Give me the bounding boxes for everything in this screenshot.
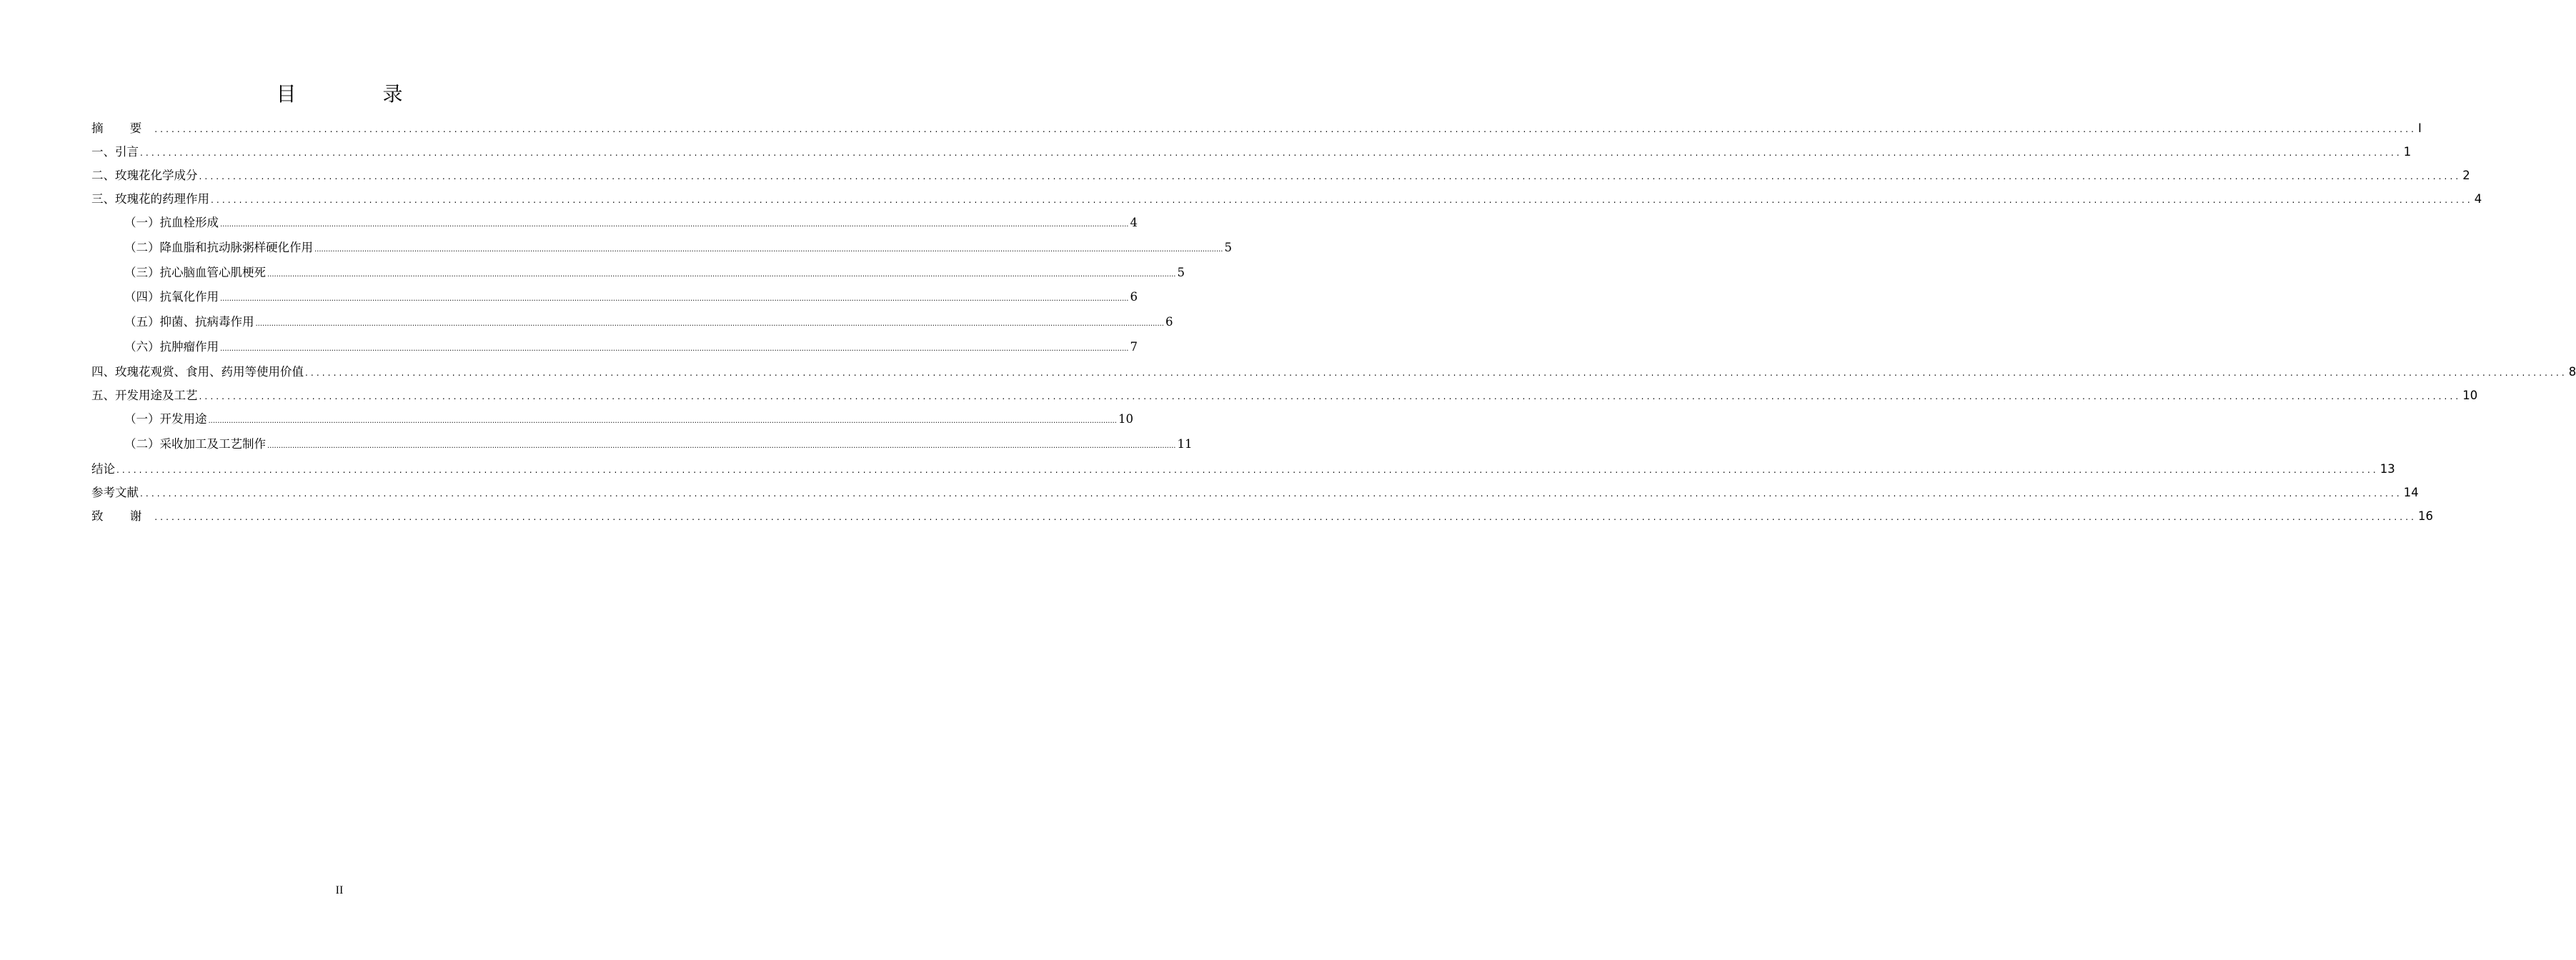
toc-entry-label: 参考文献 (91, 486, 139, 499)
toc-entry-page: 4 (2474, 192, 2482, 206)
toc-entry-label: （四）抗氧化作用 (124, 290, 219, 304)
toc-entry[interactable] (91, 166, 2470, 183)
toc-entry-label: （二）降血脂和抗动脉粥样硬化作用 (124, 241, 313, 254)
toc-entry-page: 13 (2379, 462, 2395, 476)
toc-entry-page: 11 (1177, 437, 1193, 451)
toc-entry-page: 6 (1130, 290, 1138, 304)
toc-leader-dots: ................................................................................................................................................................................................................................................................................................................................................................................................................ (267, 271, 1176, 279)
toc-entry-page: 5 (1224, 241, 1232, 254)
toc-entry-label: 结论 (91, 462, 115, 476)
toc-entry-page: 4 (1130, 216, 1138, 229)
toc-entry-label: （二）采收加工及工艺制作 (124, 437, 266, 451)
toc-entry[interactable] (91, 312, 1173, 329)
toc-entry[interactable] (91, 142, 2412, 159)
toc-entry-label: （一）抗血栓形成 (124, 216, 219, 229)
toc-leader-dots: ................................................................................................................................................................................................................................................................................................................................................................................................................ (267, 442, 1176, 450)
toc-entry[interactable] (91, 362, 2576, 379)
toc-entry[interactable] (91, 506, 2434, 524)
toc-leader-dots: ................................................................................................................................................................................................................................................................................................................................................................................................................ (305, 368, 2567, 378)
toc-entry-label: （六）抗肿瘤作用 (124, 340, 219, 354)
toc-entry-page: 14 (2403, 486, 2419, 499)
toc-leader-dots: ................................................................................................................................................................................................................................................................................................................................................................................................................ (220, 345, 1129, 353)
toc-entry-page: 16 (2418, 509, 2434, 523)
toc-leader-dots: ................................................................................................................................................................................................................................................................................................................................................................................................................ (154, 512, 2417, 522)
toc-leader-dots: ................................................................................................................................................................................................................................................................................................................................................................................................................ (211, 195, 2473, 205)
toc-entry-label: （一）开发用途 (124, 412, 207, 426)
toc-entry[interactable] (91, 263, 1185, 280)
toc-entry-page: I (2418, 121, 2422, 135)
toc-leader-dots: ................................................................................................................................................................................................................................................................................................................................................................................................................ (154, 124, 2417, 134)
toc-entry[interactable] (91, 287, 1138, 304)
toc-entry-label: 四、玫瑰花观赏、食用、药用等使用价值 (91, 365, 304, 379)
toc-entry-page: 6 (1165, 315, 1173, 329)
toc-entry-page: 2 (2462, 169, 2470, 182)
toc-entry-label: （五）抑菌、抗病毒作用 (124, 315, 254, 329)
toc-entry-page: 8 (2568, 365, 2576, 379)
toc-entry-label: 三、玫瑰花的药理作用 (91, 192, 209, 206)
toc-entry-label: 二、玫瑰花化学成分 (91, 169, 198, 182)
page-title: 目 录 (276, 82, 443, 106)
toc-entry-label: 摘 要 (91, 121, 154, 135)
toc-leader-dots: ................................................................................................................................................................................................................................................................................................................................................................................................................ (220, 295, 1129, 303)
toc-leader-dots: ................................................................................................................................................................................................................................................................................................................................................................................................................ (140, 148, 2402, 158)
toc-leader-dots: ................................................................................................................................................................................................................................................................................................................................................................................................................ (140, 489, 2402, 499)
toc-entry[interactable] (91, 238, 1232, 255)
toc-leader-dots: ................................................................................................................................................................................................................................................................................................................................................................................................................ (199, 391, 2462, 401)
toc-entry-label: 一、引言 (91, 145, 139, 159)
page-number: II (335, 884, 344, 896)
toc-entry[interactable] (91, 483, 2419, 500)
toc-entry-page: 7 (1130, 340, 1138, 354)
toc-entry-page: 10 (1118, 412, 1133, 426)
toc-entry[interactable] (91, 386, 2478, 403)
toc-leader-dots: ................................................................................................................................................................................................................................................................................................................................................................................................................ (314, 246, 1223, 254)
toc-entry-page: 10 (2462, 389, 2478, 402)
toc-entry[interactable] (91, 213, 1138, 230)
toc-entry[interactable] (91, 119, 2422, 136)
toc-leader-dots: ................................................................................................................................................................................................................................................................................................................................................................................................................ (116, 465, 2379, 475)
toc-entry-page: 5 (1177, 266, 1185, 279)
toc-leader-dots: ................................................................................................................................................................................................................................................................................................................................................................................................................ (220, 221, 1129, 229)
toc-entry[interactable] (91, 189, 2482, 206)
toc-leader-dots: ................................................................................................................................................................................................................................................................................................................................................................................................................ (208, 417, 1117, 425)
toc-entry[interactable] (91, 434, 1193, 451)
toc-entry-page: 1 (2403, 145, 2412, 159)
toc-entry-label: （三）抗心脑血管心肌梗死 (124, 266, 266, 279)
toc-leader-dots: ................................................................................................................................................................................................................................................................................................................................................................................................................ (255, 320, 1164, 328)
toc-leader-dots: ................................................................................................................................................................................................................................................................................................................................................................................................................ (199, 171, 2462, 181)
toc-entry[interactable] (91, 337, 1138, 354)
toc-entry[interactable] (91, 409, 1133, 426)
toc-entry-label: 致 谢 (91, 509, 154, 523)
toc-entry-label: 五、开发用途及工艺 (91, 389, 198, 402)
toc-entry[interactable] (91, 459, 2395, 476)
